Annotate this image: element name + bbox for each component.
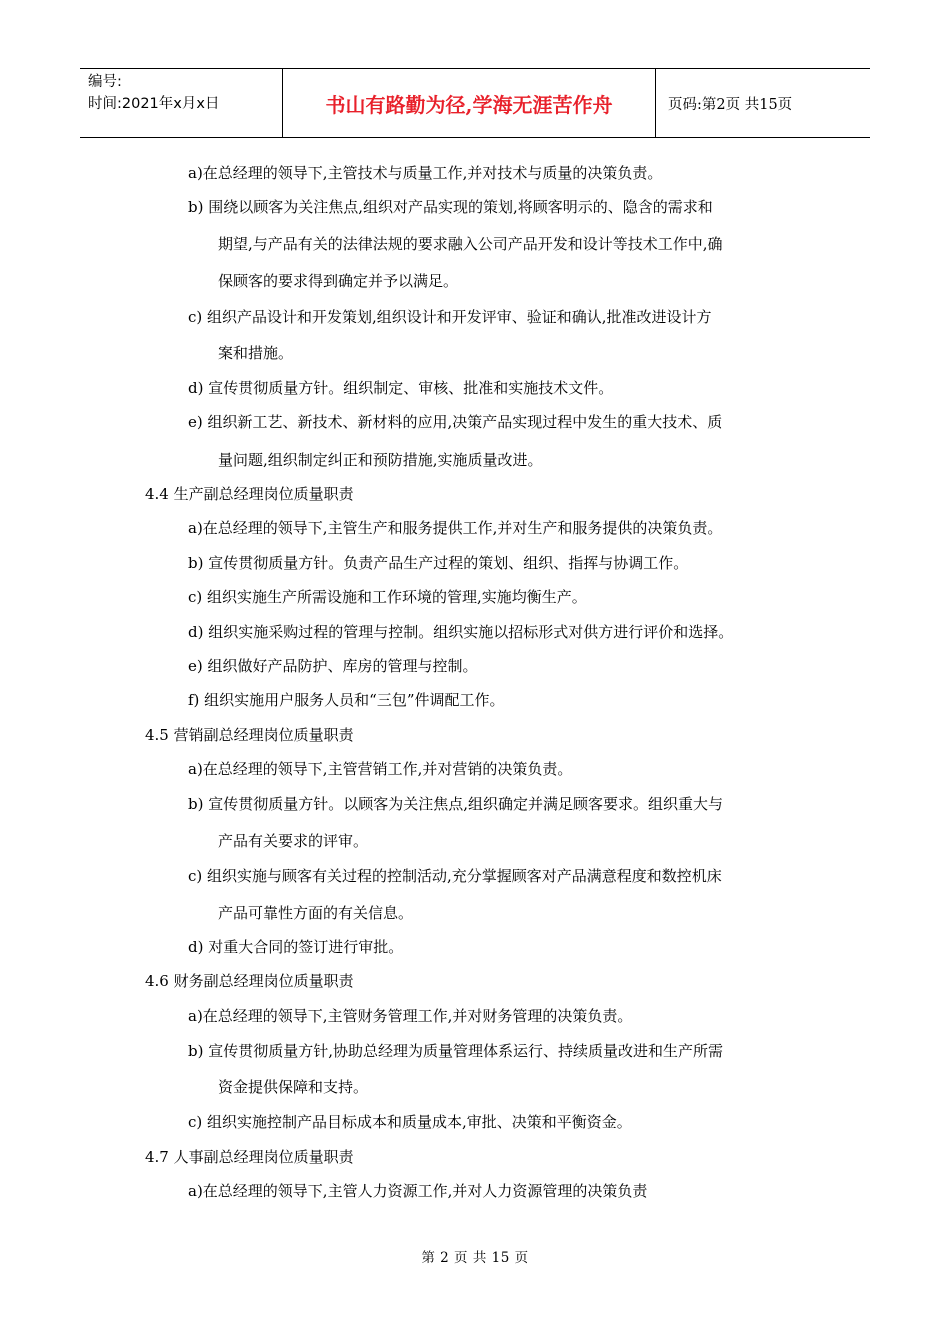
header-page-info: 页码:第2页 共15页 [668, 96, 793, 113]
section-heading: 4.6 财务副总经理岗位质量职责 [145, 972, 354, 990]
header-motto: 书山有路勤为径,学海无涯苦作舟 [282, 69, 656, 137]
page-footer: 第 2 页 共 15 页 [421, 1250, 529, 1266]
text-line: 量问题,组织制定纠正和预防措施,实施质量改进。 [218, 451, 543, 469]
text-line: 产品有关要求的评审。 [218, 832, 369, 850]
text-line: 资金提供保障和支持。 [218, 1078, 369, 1096]
text-line: b) 宣传贯彻质量方针,协助总经理为质量管理体系运行、持续质量改进和生产所需 [188, 1042, 723, 1060]
text-line: a)在总经理的领导下,主管人力资源工作,并对人力资源管理的决策负责 [188, 1182, 648, 1200]
text-line: c) 组织实施生产所需设施和工作环境的管理,实施均衡生产。 [188, 588, 587, 606]
text-line: d) 对重大合同的签订进行审批。 [188, 938, 404, 956]
text-line: 案和措施。 [218, 344, 294, 362]
text-line: e) 组织做好产品防护、库房的管理与控制。 [188, 657, 478, 675]
text-line: 产品可靠性方面的有关信息。 [218, 904, 414, 922]
section-heading: 4.7 人事副总经理岗位质量职责 [145, 1148, 354, 1166]
section-heading: 4.5 营销副总经理岗位质量职责 [145, 726, 354, 744]
text-line: a)在总经理的领导下,主管营销工作,并对营销的决策负责。 [188, 760, 573, 778]
text-line: a)在总经理的领导下,主管技术与质量工作,并对技术与质量的决策负责。 [188, 164, 663, 182]
header-meta [80, 69, 282, 137]
text-line: b) 宣传贯彻质量方针。负责产品生产过程的策划、组织、指挥与协调工作。 [188, 554, 689, 572]
text-line: f) 组织实施用户服务人员和“三包”件调配工作。 [188, 691, 505, 709]
text-line: c) 组织实施与顾客有关过程的控制活动,充分掌握顾客对产品满意程度和数控机床 [188, 867, 722, 885]
text-line: 期望,与产品有关的法律法规的要求融入公司产品开发和设计等技术工作中,确 [218, 235, 723, 253]
document-date: 时间:2021年x月x日 [88, 96, 220, 112]
section-heading: 4.4 生产副总经理岗位质量职责 [145, 485, 354, 503]
text-line: b) 围绕以顾客为关注焦点,组织对产品实现的策划,将顾客明示的、隐含的需求和 [188, 198, 713, 216]
document-number-label: 编号: [88, 74, 122, 90]
text-line: a)在总经理的领导下,主管生产和服务提供工作,并对生产和服务提供的决策负责。 [188, 519, 723, 537]
text-line: a)在总经理的领导下,主管财务管理工作,并对财务管理的决策负责。 [188, 1007, 633, 1025]
text-line: c) 组织实施控制产品目标成本和质量成本,审批、决策和平衡资金。 [188, 1113, 632, 1131]
text-line: b) 宣传贯彻质量方针。以顾客为关注焦点,组织确定并满足顾客要求。组织重大与 [188, 795, 723, 813]
text-line: c) 组织产品设计和开发策划,组织设计和开发评审、验证和确认,批准改进设计方 [188, 308, 712, 326]
page-header [80, 68, 870, 138]
text-line: d) 组织实施采购过程的管理与控制。组织实施以招标形式对供方进行评价和选择。 [188, 623, 734, 641]
text-line: e) 组织新工艺、新技术、新材料的应用,决策产品实现过程中发生的重大技术、质 [188, 413, 723, 431]
text-line: d) 宣传贯彻质量方针。组织制定、审核、批准和实施技术文件。 [188, 379, 614, 397]
text-line: 保顾客的要求得到确定并予以满足。 [218, 272, 459, 290]
